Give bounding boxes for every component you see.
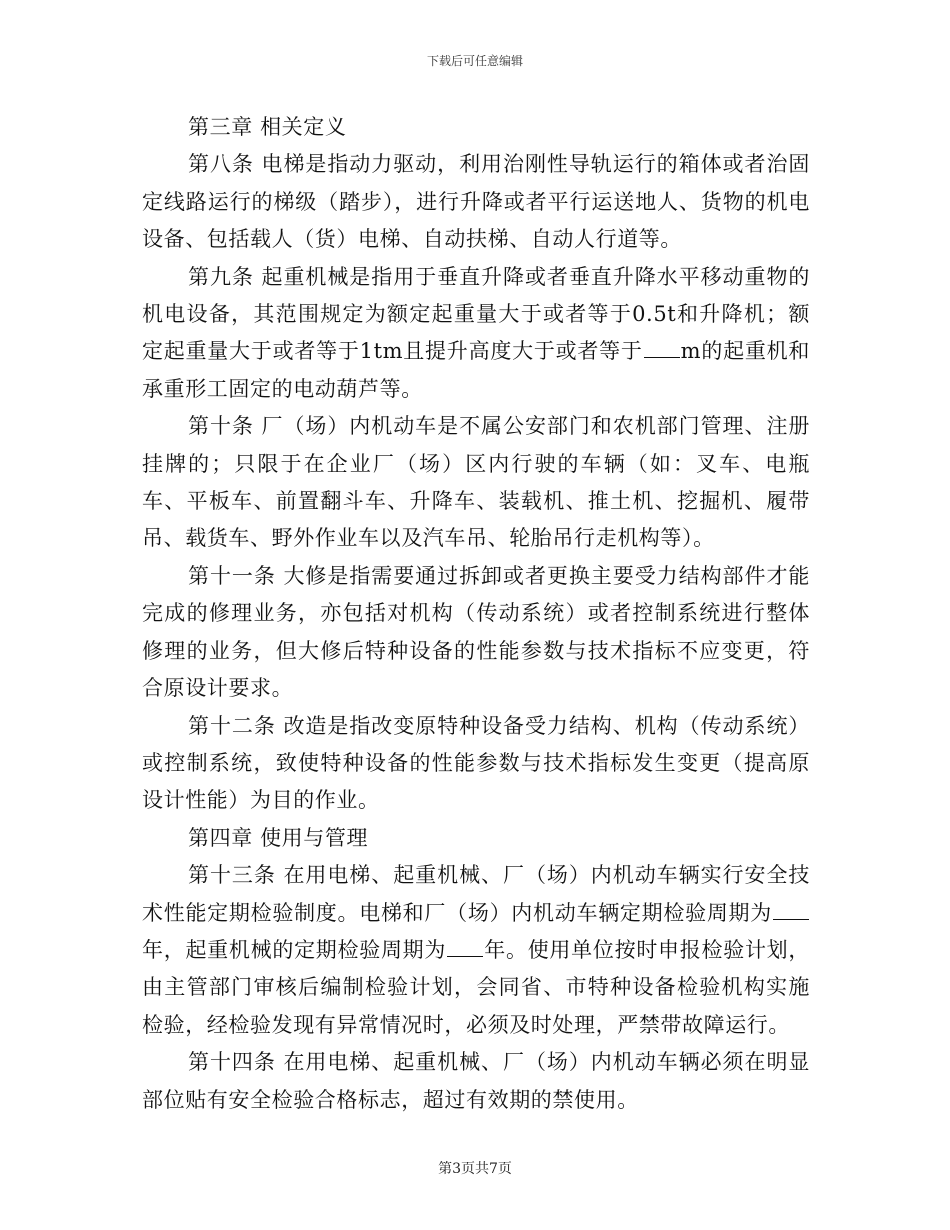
blank-elevator-period-field — [773, 897, 809, 920]
article-9-text-after: m的起重机和承重形工固定的电动葫芦等。 — [142, 339, 810, 401]
article-13-text-after: 年。使用单位按时申报检验计划，由主管部门审核后编制检验计划，会同省、市特种设备检验机构实施检验，经检验发现有异常情况时，必须及时处理，严禁带故障运行。 — [142, 937, 810, 1037]
article-8: 第八条 电梯是指动力驱动，利用治刚性导轨运行的箱体或者治固定线路运行的梯级（踏步），进行升降或者平行运送地人、货物的机电设备、包括载人（货）电梯、自动扶梯、自动人行道等。 — [142, 152, 810, 252]
article-13-text-middle: 年，起重机械的定期检验周期为 — [142, 937, 447, 962]
blank-height-field — [644, 335, 680, 358]
article-13-text-before: 第十三条 在用电梯、起重机械、厂（场）内机动车辆实行安全技术性能定期检验制度。电梯和厂（场）内机动车辆定期检验周期为 — [142, 863, 810, 925]
article-11: 第十一条 大修是指需要通过拆卸或者更换主要受力结构部件才能完成的修理业务，亦包括对机构（传动系统）或者控制系统进行整体修理的业务，但大修后特种设备的性能参数与技术指标不应变更，符合原设计要求。 — [142, 563, 810, 701]
article-9 — [142, 259, 810, 409]
document-body — [142, 109, 810, 1119]
article-12: 第十二条 改造是指改变原特种设备受力结构、机构（传动系统）或控制系统，致使特种设备的性能参数与技术指标发生变更（提高原设计性能）为目的作业。 — [142, 713, 810, 813]
article-10: 第十条 厂（场）内机动车是不属公安部门和农机部门管理、注册挂牌的；只限于在企业厂（场）区内行驶的车辆（如：叉车、电瓶车、平板车、前置翻斗车、升降车、装载机、推土机、挖掘机、履带吊、载货车、野外作业车以及汽车吊、轮胎吊行走机构等）。 — [142, 414, 810, 551]
chapter-4-heading: 第四章 使用与管理 — [188, 825, 369, 850]
article-13 — [142, 857, 810, 1044]
blank-crane-period-field — [447, 934, 483, 957]
chapter-3-heading: 第三章 相关定义 — [188, 115, 347, 139]
page-footer: 第3页共7页 — [438, 1161, 512, 1177]
page-header: 下载后可任意编辑 — [426, 54, 523, 68]
article-9-text-before: 第九条 起重机械是指用于垂直升降或者垂直升降水平移动重物的机电设备，其范围规定为额定起重量大于或者等于0.5t和升降机；额定起重量大于或者等于1tm且提升高度大于或者等于 — [142, 264, 810, 364]
article-14: 第十四条 在用电梯、起重机械、厂（场）内机动车辆必须在明显部位贴有安全检验合格标志，超过有效期的禁使用。 — [142, 1050, 810, 1112]
